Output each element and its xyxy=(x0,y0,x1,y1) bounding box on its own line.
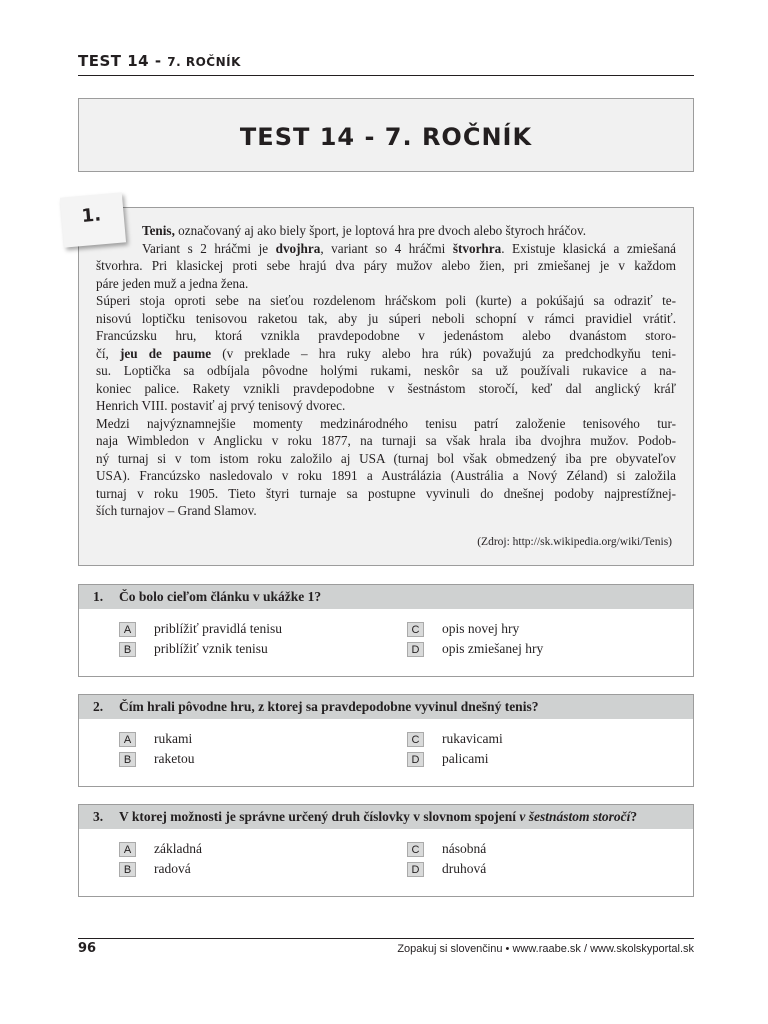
option-label: opis novej hry xyxy=(442,621,520,636)
option-label: priblížiť vznik tenisu xyxy=(154,641,268,656)
question-3 xyxy=(78,804,694,897)
article-line: Henrich VIII. postaviť aj prvý tenisový dvorec. xyxy=(96,398,346,413)
option-b[interactable] xyxy=(119,641,379,657)
option-label: raketou xyxy=(154,751,195,766)
option-c[interactable] xyxy=(407,841,667,857)
option-label: palicami xyxy=(442,751,489,766)
question-2 xyxy=(78,694,694,787)
article-line: Variant s 2 hráčmi je dvojhra, variant so 4 hráčmi štvorhra. Existuje klasická a zmiešaná xyxy=(142,240,677,256)
footer-credits: Zopakuj si slovenčinu • www.raabe.sk / www.skolskyportal.sk xyxy=(397,943,694,955)
article-line: nisovú loptičku tenisovou raketou tak, aby ju súperi neboli schopní v rámci pravidiel vrátiť. xyxy=(96,310,676,326)
title-box xyxy=(78,98,694,172)
option-label: základná xyxy=(154,841,202,856)
option-letter-box[interactable]: B xyxy=(119,862,136,877)
option-letter-box[interactable]: B xyxy=(119,752,136,767)
article-line: su. Loptička sa odbíjala pôvodne holými rukami, neskôr sa už používali rukavice a na- xyxy=(96,363,676,378)
question-text: Čo bolo cieľom článku v ukážke 1? xyxy=(119,589,322,604)
page-header xyxy=(78,50,694,76)
option-label: rukavicami xyxy=(442,731,503,746)
option-label: druhová xyxy=(442,861,487,876)
option-letter-box[interactable]: D xyxy=(407,862,424,877)
option-letter-box[interactable]: C xyxy=(407,842,424,857)
option-d[interactable] xyxy=(407,641,667,657)
question-text: V ktorej možnosti je správne určený druh číslovky v slovnom spojení v šestnástom storočí? xyxy=(119,809,638,824)
option-a[interactable] xyxy=(119,841,379,857)
article-line: Medzi najvýznamnejšie momenty medzinárodného tenisu patrí založenie tenisového tur- xyxy=(96,415,676,431)
option-label: násobná xyxy=(442,841,487,856)
option-letter-box[interactable]: C xyxy=(407,622,424,637)
article-line: ný turnaj si v tom istom roku založilo aj USA (turnaj bol však obmedzený iba pre obyvateľov xyxy=(96,450,676,466)
option-letter-box[interactable]: A xyxy=(119,842,136,857)
option-b[interactable] xyxy=(119,751,379,767)
article-line: turnaj v roku 1905. Tieto štyri turnaje sa postupne vyvinuli do dnešnej podoby najprestížnej- xyxy=(96,485,676,501)
article-line: čí, jeu de paume (v preklade – hra ruky alebo hra rúk) považujú za predchodkyňu teni- xyxy=(96,345,676,361)
option-letter-box[interactable]: C xyxy=(407,732,424,747)
article-line: naja Wimbledon v Anglicku v roku 1877, na turnaji sa však hrala iba dvojhra mužov. Podob- xyxy=(96,433,676,448)
page-footer xyxy=(78,938,694,960)
question-1 xyxy=(78,584,694,677)
article-line: Súperi stoja oproti sebe na sieťou rozdelenom hráčskom poli (kurte) a pokúšajú sa odraziť te- xyxy=(96,293,676,308)
option-letter-box[interactable]: A xyxy=(119,732,136,747)
option-letter-box[interactable]: D xyxy=(407,642,424,657)
question-number: 2. xyxy=(93,699,104,714)
option-d[interactable] xyxy=(407,861,667,877)
question-text: Čím hrali pôvodne hru, z ktorej sa pravdepodobne vyvinul dnešný tenis? xyxy=(119,699,539,714)
article-line: páre jeden muž a jedna žena. xyxy=(96,275,249,291)
article-line: Tenis, označovaný aj ako biely šport, je loptová hra pre dvoch alebo štyroch hráčov. xyxy=(142,223,586,238)
page-title: TEST 14 - 7. ROČNÍK xyxy=(239,123,533,151)
option-label: opis zmiešanej hry xyxy=(442,641,544,656)
article-line: Francúzsku hru, ktorá vznikla pravdepodobne v jedenástom alebo dvanástom storo- xyxy=(96,328,676,343)
option-c[interactable] xyxy=(407,621,667,637)
question-number: 3. xyxy=(93,809,104,824)
option-letter-box[interactable]: A xyxy=(119,622,136,637)
article-number: 1. xyxy=(80,204,102,227)
article-source: (Zdroj: http://sk.wikipedia.org/wiki/Tenis) xyxy=(477,536,672,548)
option-label: priblížiť pravidlá tenisu xyxy=(154,621,282,636)
option-d[interactable] xyxy=(407,751,667,767)
option-label: rukami xyxy=(154,731,193,746)
article-line: koniec palice. Rakety vznikli pravdepodobne v šestnástom storočí, keď dal anglický kráľ xyxy=(96,380,676,396)
question-number: 1. xyxy=(93,589,104,604)
option-b[interactable] xyxy=(119,861,379,877)
question-header xyxy=(79,695,693,719)
option-c[interactable] xyxy=(407,731,667,747)
header-title: TEST 14 - 7. ROČNÍK xyxy=(78,52,241,70)
option-label: radová xyxy=(154,861,191,876)
article-number-note xyxy=(60,192,126,247)
article-line: štvorhra. Pri klasickej proti sebe hrajú dva páry mužov alebo žien, pri zmiešanej je v každom xyxy=(96,258,676,273)
article-line: USA). Francúzsko nasledovalo v roku 1891 a Austrálázia (Austrália a Nový Zéland) si založila xyxy=(96,468,676,483)
option-a[interactable] xyxy=(119,621,379,637)
question-header xyxy=(79,805,693,829)
page-number: 96 xyxy=(78,941,97,956)
option-letter-box[interactable]: D xyxy=(407,752,424,767)
article-line: ších turnajov – Grand Slamov. xyxy=(96,503,257,518)
option-a[interactable] xyxy=(119,731,379,747)
question-header xyxy=(79,585,693,609)
option-letter-box[interactable]: B xyxy=(119,642,136,657)
